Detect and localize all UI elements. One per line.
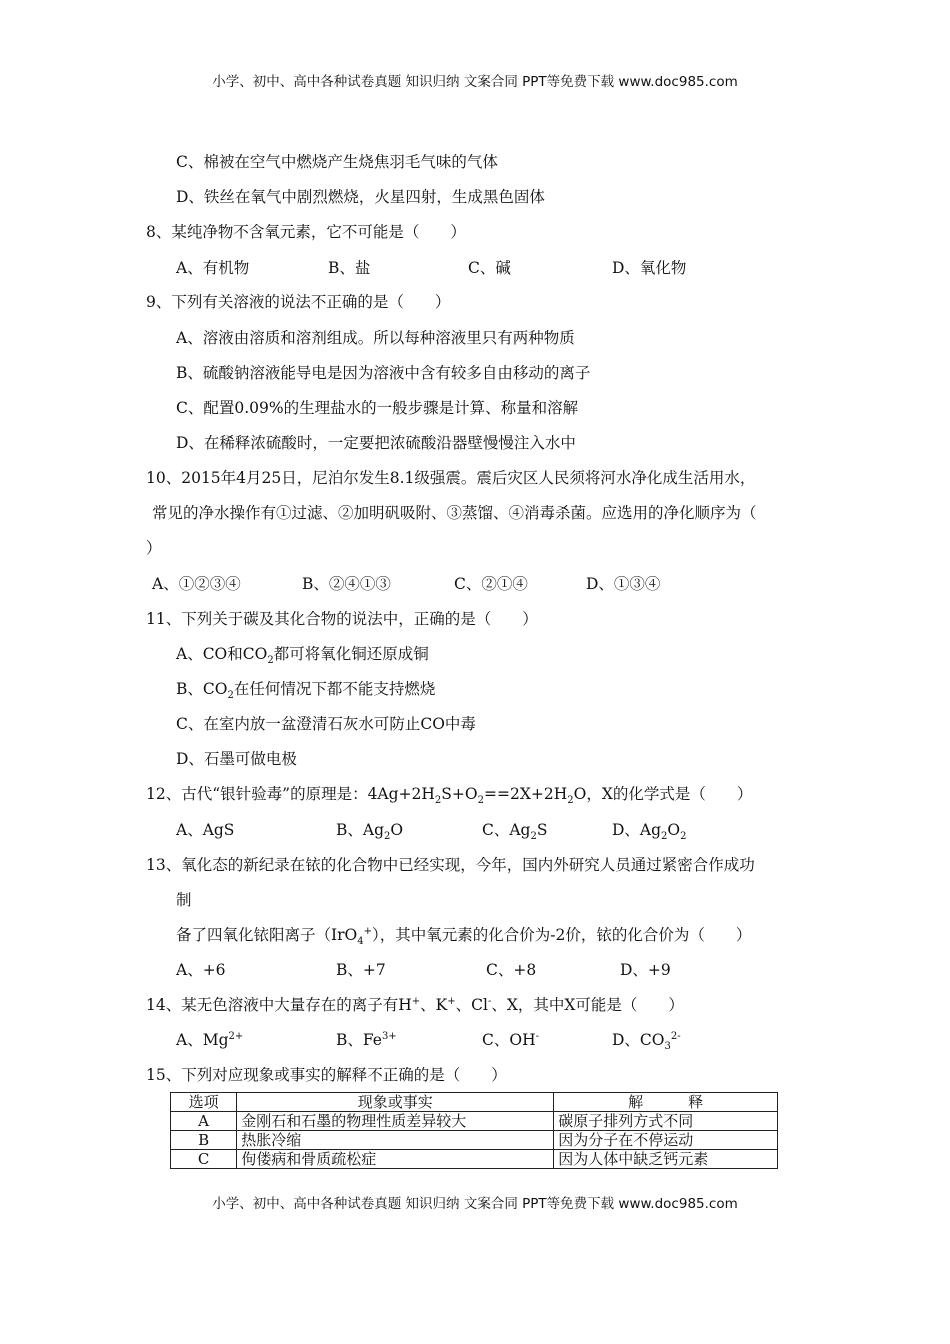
q12-option-c: C、$Ag_2S$ xyxy=(482,821,548,843)
table-header-cell: 选项 xyxy=(171,1093,237,1112)
q10-stem-line3: ） xyxy=(146,539,162,557)
q9-option-c: C、配置0.09%的生理盐水的一般步骤是计算、称量和溶解 xyxy=(176,399,579,417)
q13-option-a: A、+6 xyxy=(176,961,226,979)
q14-option-c: C、OH- xyxy=(482,1030,539,1049)
table-row xyxy=(171,1131,778,1150)
q10-stem-line1: 10、2015年4月25日，尼泊尔发生8.1级强震。震后灾区人民须将河水净化成生活用水， xyxy=(146,469,756,487)
q8-option-b: B、盐 xyxy=(328,259,371,277)
q10-stem-line2: 常见的净水操作有①过滤、②加明矾吸附、③蒸馏、④消毒杀菌。应选用的净化顺序为（ xyxy=(152,504,757,522)
q8-option-a: A、有机物 xyxy=(176,259,250,277)
q11-option-d: D、石墨可做电极 xyxy=(176,750,297,768)
table-row xyxy=(171,1112,778,1131)
q11-option-a: A、CO和$CO_2$都可将氧化铜还原成铜 xyxy=(176,645,429,667)
q12-option-a: A、AgS xyxy=(176,821,235,839)
q13-option-b: B、+7 xyxy=(336,961,386,979)
q13-option-c: C、+8 xyxy=(486,961,537,979)
table-cell: 热胀冷缩 xyxy=(237,1131,554,1150)
table-header-cell: 解 释 xyxy=(554,1093,778,1112)
q7-option-c: C、棉被在空气中燃烧产生烧焦羽毛气味的气体 xyxy=(176,153,498,171)
q9-option-d: D、在稀释浓硫酸时，一定要把浓硫酸沿器壁慢慢注入水中 xyxy=(176,434,576,452)
page-footer: 小学、初中、高中各种试卷真题 知识归纳 文案合同 PPT等免费下载 www.doc985.com xyxy=(212,1196,738,1212)
q13-stem-line3: 备了四氧化铱阳离子（IrO$_4$+），其中氧元素的化合价为-2价，铱的化合价为（ ） xyxy=(176,925,752,948)
q8-option-d: D、氧化物 xyxy=(612,259,687,277)
table-cell: 金刚石和石墨的物理性质差异较大 xyxy=(237,1112,554,1131)
table-cell: B xyxy=(171,1131,237,1150)
q13-stem-line1: 13、氧化态的新纪录在铱的化合物中已经实现，今年，国内外研究人员通过紧密合作成功 xyxy=(146,856,755,874)
q12-stem: 12、古代“银针验毒”的原理是：$4Ag+2H_2S+O_2==2X+2H_2O$，X的化学式是（ ） xyxy=(146,785,753,807)
q8-option-c: C、碱 xyxy=(468,259,511,277)
q9-stem: 9、下列有关溶液的说法不正确的是（ ） xyxy=(146,293,451,311)
table-cell: 因为分子在不停运动 xyxy=(554,1131,778,1150)
q9-option-b: B、硫酸钠溶液能导电是因为溶液中含有较多自由移动的离子 xyxy=(176,364,591,382)
q15-stem: 15、下列对应现象或事实的解释不正确的是（ ） xyxy=(146,1066,507,1084)
q10-option-b: B、②④①③ xyxy=(302,575,391,593)
q11-option-b: B、$CO_2$在任何情况下都不能支持燃烧 xyxy=(176,680,436,702)
q10-option-d: D、①③④ xyxy=(586,575,661,593)
table-cell: 因为人体中缺乏钙元素 xyxy=(554,1150,778,1169)
table-cell: A xyxy=(171,1112,237,1131)
q9-option-a: A、溶液由溶质和溶剂组成。所以每种溶液里只有两种物质 xyxy=(176,329,575,347)
q14-option-d: D、$CO_3^{2-}$ xyxy=(612,1030,681,1053)
q8-stem: 8、某纯净物不含氧元素，它不可能是（ ） xyxy=(146,223,466,241)
q13-option-d: D、+9 xyxy=(620,961,671,979)
table-cell: C xyxy=(171,1150,237,1169)
table-row xyxy=(171,1150,778,1169)
q10-option-c: C、②①④ xyxy=(454,575,528,593)
q14-option-a: A、$Mg^{2+}$ xyxy=(176,1030,244,1049)
page-header: 小学、初中、高中各种试卷真题 知识归纳 文案合同 PPT等免费下载 www.doc985.com xyxy=(212,74,738,90)
q10-option-a: A、①②③④ xyxy=(152,575,241,593)
q12-option-d: D、$Ag_2O_2$ xyxy=(612,821,687,843)
table-header-cell: 现象或事实 xyxy=(237,1093,554,1112)
table-cell: 碳原子排列方式不同 xyxy=(554,1112,778,1131)
q14-stem: 14、某无色溶液中大量存在的离子有H+、K+、Cl-、X，其中X可能是（ ） xyxy=(146,995,684,1014)
q13-stem-line2: 制 xyxy=(176,891,192,909)
table-header-row xyxy=(171,1093,778,1112)
table-cell: 佝偻病和骨质疏松症 xyxy=(237,1150,554,1169)
q11-stem: 11、下列关于碳及其化合物的说法中，正确的是（ ） xyxy=(146,610,538,628)
q12-option-b: B、$Ag_2O$ xyxy=(336,821,404,843)
q15-table xyxy=(170,1092,778,1169)
q7-option-d: D、铁丝在氧气中剧烈燃烧，火星四射，生成黑色固体 xyxy=(176,188,545,206)
q14-option-b: B、$Fe^{3+}$ xyxy=(336,1030,397,1049)
q11-option-c: C、在室内放一盆澄清石灰水可防止CO中毒 xyxy=(176,715,476,733)
